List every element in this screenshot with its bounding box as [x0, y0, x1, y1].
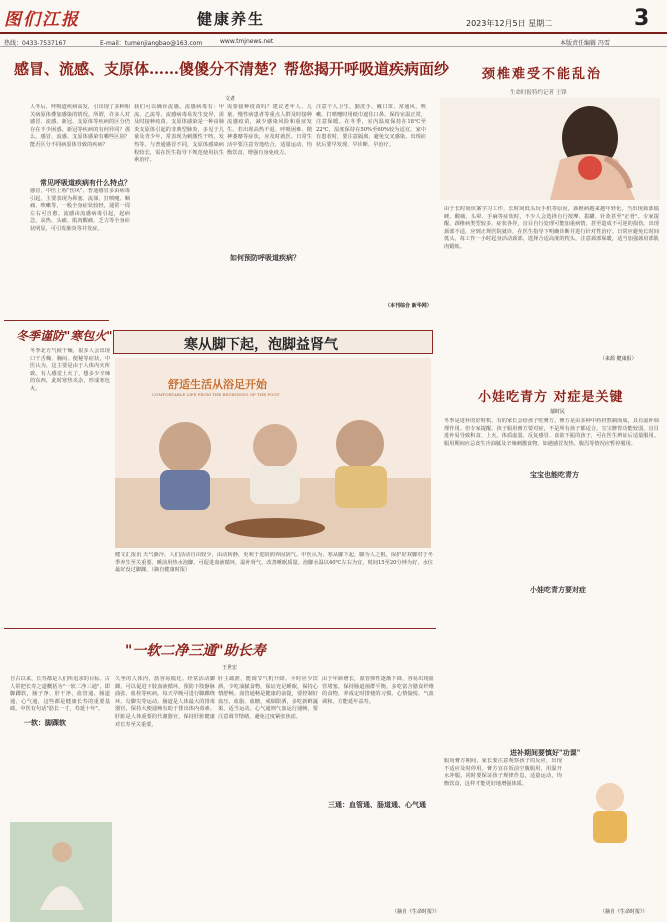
masthead: [0, 0, 667, 34]
bottom-source: （摘自《生命时报》）: [392, 909, 440, 915]
lead-col4: 注意个人卫生，勤洗手、戴口罩、常通风，咳嗽、打喷嚏时用纸巾遮住口鼻。保持室温正常，注意保暖。在冬季，室内温度保持在18℃至22℃，湿度保持在50%至60%较为适宜。家中有患者时，要注意隔离，避免交叉感染。出现症状后要早发现、早诊断、早治疗。: [316, 104, 426, 148]
bottom-rule: [4, 628, 436, 629]
lead-head5: 如何预防呼吸道疾病？: [230, 253, 300, 262]
feet-body: 健文汇报讯 天气渐冷，人们活动自由较少，由动转静，更利于进阴润养固阴气。中医认为，寒从脚下起，脚为人之根，保护好双脚对于冬季养生至关重要。睡前用热水泡脚，可促进血液循环，温补肾气，改善睡眠质量。泡脚水温以40℃左右为宜，时间15至20分钟为好，水位最好没过脚踝。（摘自健康时报）: [115, 552, 433, 574]
meditation-photo: [10, 822, 112, 922]
foot-bath-illustration: [115, 358, 431, 548]
winter-title: 冬季谨防"寒包火": [16, 329, 113, 343]
bottom-title: "一软二净三通"助长寿: [125, 643, 266, 659]
lead-col1b: 感冒，中医上称"伤风"。普通感冒多由病毒引起，主要表现为鼻塞、流涕、打喷嚏、咽痛、咳嗽等，一般全身症状较轻，通常一周左右可自愈。流感由流感病毒引起，起病急，高热、头痛、肌肉酸痛、乏力等全身症状明显，可引发肺炎等并发症。: [30, 188, 130, 232]
illustration-title: 舒适生活从浴足开始: [168, 378, 267, 391]
lead-col3: 需要接种疫苗吗？建议老年人、儿童、慢性病患者等重点人群及时接种流感疫苗，减少感染风险和重症发生。若出现高热不退、呼吸困难、精神萎靡等症状，应及时就医。日常生活中要注意劳逸结合，适量运动，均衡饮食，增强自身免疫力。: [227, 104, 312, 156]
feet-title: 寒从脚下起，泡脚益肾气: [184, 337, 338, 353]
bottom-byline: 王世宏: [222, 665, 238, 671]
lead-col1: 人冬后，呼吸道疾病高发，引出现了多种相关病原体叠加感染的情况。所谓，许多人对感冒、流感、新冠、支原体等疾病的区分仍存在不少困惑。新冠等疾病的有何异同？那么，感冒、流感、支原体感染有哪些区别？能否区分不同病原体导致的疾病？: [30, 104, 130, 148]
illustration-subtitle: COMFORTABLE LIFE FROM THE BEGINNING OF THE FOOT: [152, 392, 280, 397]
neck-source: （来源 健康报）: [600, 356, 637, 362]
issue-date: 2023年12月5日 星期二: [466, 19, 553, 28]
page-editor: 本版责任编辑 冯雪: [560, 40, 610, 47]
kids-head3: 进补期间要慎好"功课": [510, 748, 581, 757]
neck-pain-photo: [440, 98, 660, 200]
bottom-col3: 肝主疏泄，能调节气机升降。平时应少饮酒，少吃油腻食物，保证充足睡眠，保持心情舒畅。血管通畅是健康的前提，要控制好血压、血脂、血糖，戒烟限酒，多吃新鲜蔬果，适当运动。心气通则气血运行通畅，要注意调节情绪，避免过度紧张焦虑。: [218, 676, 318, 720]
neck-title: 颈椎难受不能乱治: [482, 67, 603, 82]
neck-intro: 生命时报特约记者 王锋: [510, 90, 567, 96]
newspaper-logo: 图们江报: [4, 10, 80, 30]
bottom-col1: 自古以来，长寿都是人们所追求的目标。古人常把长寿之道概括为"一软二净三通"，即脚踝软，肠子净、肝干净，血管通、肠道通、心气通，这些都是健康长寿的重要基础。中医有句话"筋长一寸，寿延十年"。: [10, 676, 110, 713]
winter-rule: [4, 320, 109, 321]
lead-byline: 文者: [225, 96, 236, 102]
lead-col2: 我们可以确诊流感。流感病毒有：甲流、乙流等。流感病毒易发生变异，需及时接种疫苗。支原体感染是一种由肺炎支原体引起的非典型肺炎，多见于儿童及青少年，常表现为刺激性干咳、发热等。与普通感冒不同，支原体感染病程较长，需在医生指导下规范使用抗生素治疗。: [134, 104, 224, 164]
child-illustration: [565, 775, 655, 850]
bottom-col4: 由于年龄增长，血管弹性逐渐下降，容易出现血管堵塞。保持肠道菌群平衡，多吃富含膳食纤维的食物，养成定时排便的习惯。心情愉悦、气血调和，方能延年益寿。: [322, 676, 434, 705]
kids-title: 小娃吃青方 对症是关键: [478, 390, 624, 405]
kids-source: （摘自《生命时报》）: [600, 909, 648, 915]
lead-head1: 常见呼吸道疾病有什么特点？: [40, 178, 131, 187]
page-number: 3: [634, 6, 650, 31]
section-title: 健康养生: [197, 10, 266, 28]
winter-body: 冬季北方气候干燥，很多人会出现口干舌燥、胸闷、便秘等症状，中医认为，这主要是由于人体内火所致。有人感觉上火了，想多少辛辣的东西，此时寒热夹杂，形成寒包火。: [30, 348, 110, 392]
kids-head1: 宝宝也能吃青方: [530, 470, 579, 479]
subline: [0, 36, 667, 47]
neck-body: 由于长时间伏案学习工作，长时间低头玩手机等原因，颈椎病越来越年轻化。当出现颈部僵硬、酸痛、头晕、手麻等症状时，不少人会选择自行按摩、拔罐、针灸甚至"正骨"。专家提醒，颈椎病类型较多，症状各异，盲目自行处理可能加重病情，甚至造成不可逆的损伤。出现颈部不适，应到正规医院就诊，在医生指导下明确诊断并进行针对性治疗。日常应避免长时间低头，每工作一小时起身活动颈部，选择合适高度的枕头，注意颈部保暖，适当加强颈肩部肌肉锻炼。: [444, 206, 659, 250]
kids-body: 冬季是进补的好时机，有的家长会给孩子吃膏方。膏方是由多种中药材熬制而成，具有滋补调理作用。但专家提醒，孩子服用膏方要对症，不是所有孩子都适合。宝宝脾胃功能较弱，盲目进补易导致积食、上火。体质虚弱、反复感冒、食欲不振的孩子，可在医生辨证后适量服用。服用期间应忌食生冷油腻及辛辣刺激食物，如遇感冒发热、腹泻等情况应暂停服用。: [444, 418, 659, 447]
lead-headline: 感冒、流感、支原体……傻傻分不清楚？帮您揭开呼吸道疾病面纱: [14, 60, 450, 78]
bottom-col2: 久坐的人体内，筋容易僵化。经常活动脚踝，可以促进下肢血液循环，预防下肢静脉曲张、血栓等疾病。每天早晚可进行脚踝绕环、勾脚尖等运动。肠道是人体最大的排毒器官，保持大便通畅有助于排出体内毒素。肝脏是人体重要的代谢器官，保持肝脏健康对长寿至关重要。: [115, 676, 215, 728]
lead-source: （本刊综合 新华网）: [385, 303, 432, 309]
kids-byline: 郁时民: [550, 409, 566, 415]
phone: 热线：0433-7537167: [4, 40, 67, 47]
kids-head2: 小娃吃青方要对症: [530, 585, 586, 594]
website: www.tmjnews.net: [220, 38, 274, 45]
bottom-head1: 一软：脚踝软: [24, 718, 66, 727]
email: E-mail：tumenjiangbao@163.com: [100, 40, 203, 47]
kids-body2: 服用膏方期间，家长要注意观察孩子的反应，出现不适应及时停用。膏方宜在饭前空腹服用，用温开水冲服。同时要保证孩子规律作息，适量运动，均衡饮食，这样才能更好地增强体质。: [444, 758, 562, 787]
bottom-head3: 三通：血管通、肠道通、心气通: [328, 800, 426, 809]
